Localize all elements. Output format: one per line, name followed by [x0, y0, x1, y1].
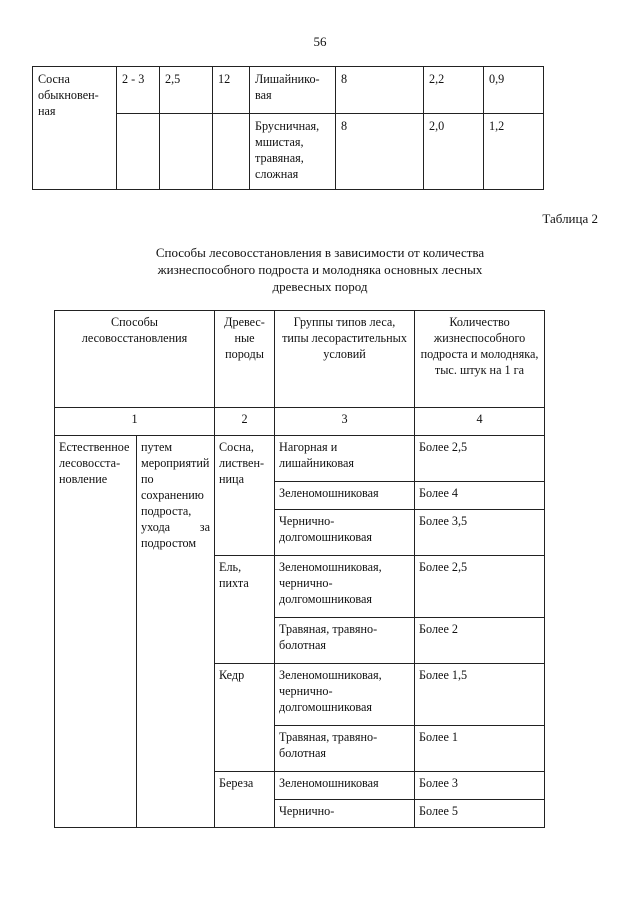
header-groups: Группы типов леса, типы лесорастительных условий	[275, 311, 415, 408]
forest-type-cell: Зеленомошниковая, чернично-долгомошниковая	[275, 664, 415, 726]
quantity-cell: Более 3	[415, 772, 545, 800]
table-cell: 12	[213, 67, 250, 114]
reforestation-table	[54, 310, 545, 828]
header-species: Древес-ные породы	[215, 311, 275, 408]
species-cell: Ель, пихта	[215, 556, 275, 664]
table-row	[55, 436, 545, 482]
quantity-cell: Более 2,5	[415, 556, 545, 618]
page-number: 56	[313, 34, 327, 49]
table-cell: 0,9	[484, 67, 544, 114]
column-number: 2	[215, 408, 275, 436]
table-row	[33, 67, 544, 114]
species-cell: Сосна, листвен-ница	[215, 436, 275, 556]
forest-type-cell: Чернично-	[275, 800, 415, 828]
header-methods: Способы лесовосстановления	[55, 311, 215, 408]
table-cell: 8	[336, 67, 424, 114]
forest-type-cell: Травяная, травяно-болотная	[275, 726, 415, 772]
table-title: Способы лесовосстановления в зависимости от количества жизнеспособного подроста и молодняка основных лесных древесных пород	[155, 245, 485, 294]
forest-type-cell: Брусничная, мшистая, травяная, сложная	[250, 114, 336, 190]
table-label: Таблица 2	[542, 211, 598, 226]
table-cell: 2,5	[160, 67, 213, 114]
method-main-cell: Естественное лесовосста-новление	[55, 436, 137, 828]
forest-type-cell: Зеленомошниковая	[275, 772, 415, 800]
quantity-cell: Более 1,5	[415, 664, 545, 726]
forest-type-cell: Нагорная и лишайниковая	[275, 436, 415, 482]
quantity-cell: Более 4	[415, 482, 545, 510]
species-cell: Сосна обыкновен-ная	[33, 67, 117, 190]
forest-type-cell: Травяная, травяно-болотная	[275, 618, 415, 664]
method-sub-cell: путем мероприятий по сохранению подроста, ухода за подростом	[137, 436, 215, 828]
table-cell: 8	[336, 114, 424, 190]
column-number: 4	[415, 408, 545, 436]
species-cell: Береза	[215, 772, 275, 828]
table-cell	[213, 114, 250, 190]
forest-type-cell: Зеленомошниковая, чернично-долгомошниковая	[275, 556, 415, 618]
quantity-cell: Более 5	[415, 800, 545, 828]
continued-table	[32, 66, 544, 190]
table-cell: 2,0	[424, 114, 484, 190]
column-number: 1	[55, 408, 215, 436]
quantity-cell: Более 3,5	[415, 510, 545, 556]
forest-type-cell: Чернично-долгомошниковая	[275, 510, 415, 556]
forest-type-cell: Зеленомошниковая	[275, 482, 415, 510]
table-cell: 2,2	[424, 67, 484, 114]
column-number-row	[55, 408, 545, 436]
quantity-cell: Более 1	[415, 726, 545, 772]
column-number: 3	[275, 408, 415, 436]
species-cell: Кедр	[215, 664, 275, 772]
table-cell	[160, 114, 213, 190]
quantity-cell: Более 2,5	[415, 436, 545, 482]
table-cell	[117, 114, 160, 190]
table-cell: 2 - 3	[117, 67, 160, 114]
header-row	[55, 311, 545, 408]
header-quantity: Количество жизнеспособного подроста и молодняка, тыс. штук на 1 га	[415, 311, 545, 408]
table-cell: 1,2	[484, 114, 544, 190]
quantity-cell: Более 2	[415, 618, 545, 664]
forest-type-cell: Лишайнико-вая	[250, 67, 336, 114]
